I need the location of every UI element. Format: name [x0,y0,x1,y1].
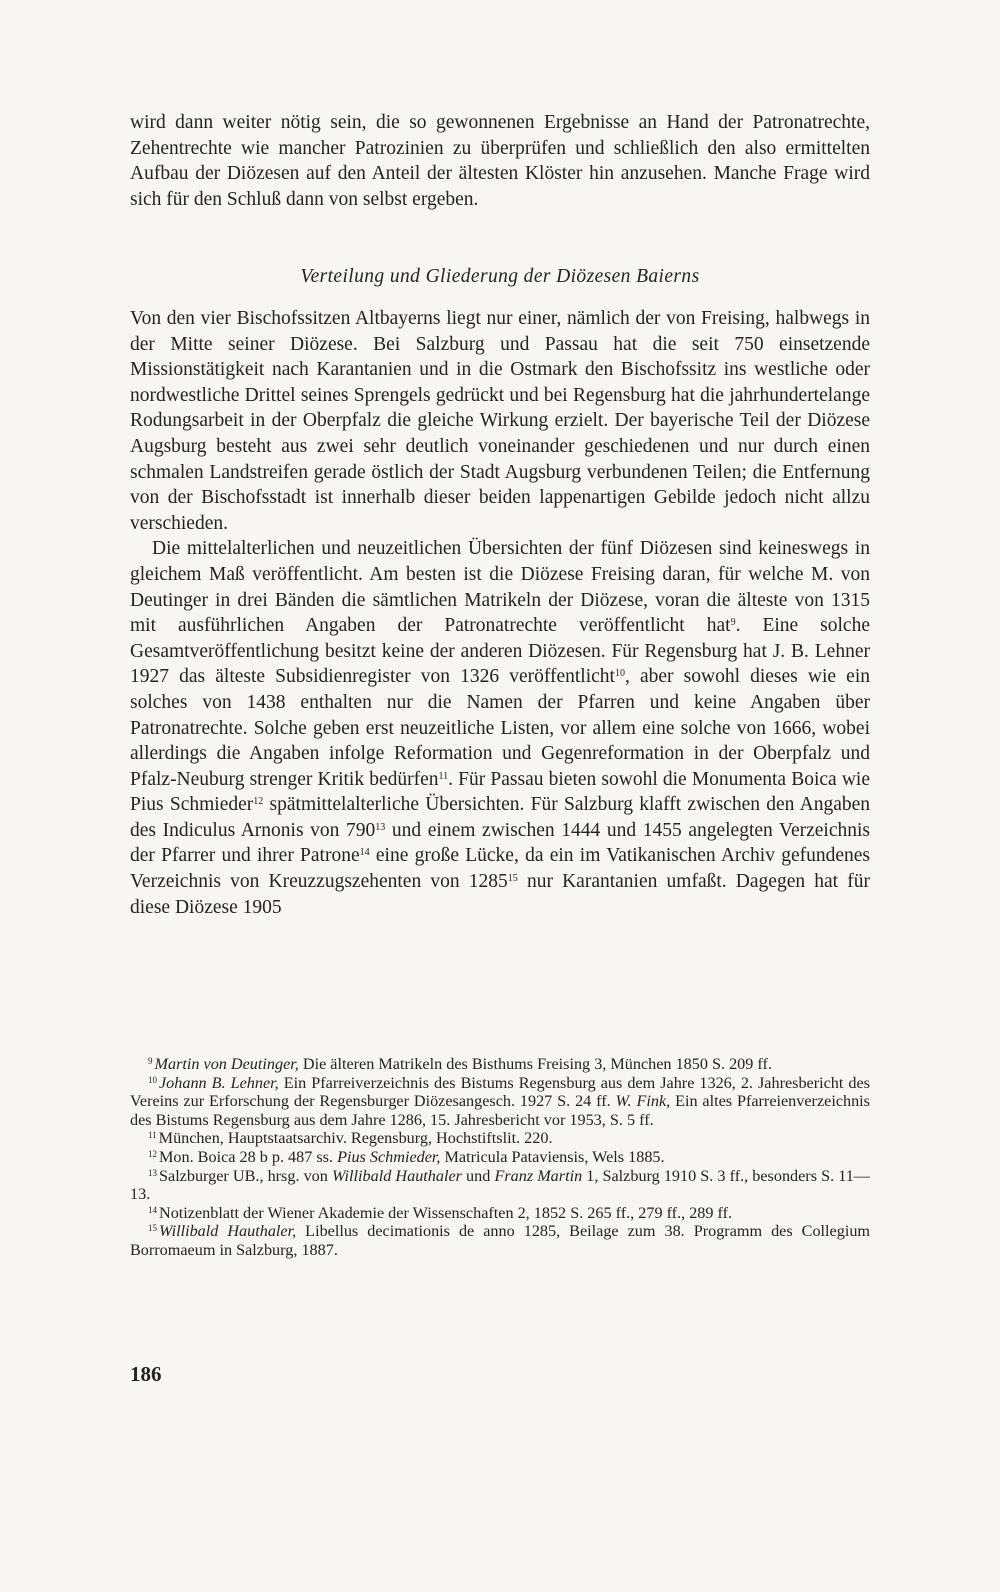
footnote-12: $^{12}$ Mon. Boica 28 b p. 487 ss. Pius Schmieder, Matricula Pataviensis, Wels 1885. [148,1147,665,1166]
footnote-ref-12: 12 [253,796,264,808]
intro-paragraph [130,110,870,212]
paragraph-1: Von den vier Bischofssitzen Altbayerns liegt nur einer, nämlich der von Freising, halbwegs in der Mitte seiner Diözese. Bei Salzburg und Passau hat die seit 750 einsetzende Missionstätigkeit nach Karantanien und in die Ostmark den Bischofssitz ins westliche oder nordwestliche Drittel seines Sprengels gedrückt und bei Regensburg hat die jahrhundertelange Rodungsarbeit in der Oberpfalz die gleiche Wirkung erzielt. Der bayerische Teil der Diözese Augsburg besteht aus zwei sehr deutlich voneinander geschiedenen und nur durch einen schmalen Landstreifen gerade östlich der Stadt Augsburg verbundenen Teilen; die Entfernung von der Bischofsstadt ist innerhalb dieser beiden lappenartigen Gebilde jedoch nicht allzu verschieden. [130,308,870,534]
footnote-14: $^{14}$ Notizenblatt der Wiener Akademie der Wissenschaften 2, 1852 S. 265 ff., 279 ff., 289 ff. [148,1203,733,1222]
footnote-ref-15: 15 [507,873,518,885]
footnote-ref-14: 14 [359,847,370,859]
section-heading: Verteilung und Gliederung der Diözesen Baierns [300,266,700,287]
footnote-ref-10: 10 [614,668,625,680]
body-text [130,306,870,920]
footnote-11: $^{11}$ München, Hauptstaatsarchiv. Regensburg, Hochstiftslit. 220. [148,1129,553,1148]
footnote-9: $^9$ Martin von Deutinger, Die älteren Matrikeln des Bisthums Freising 3, München 1850 S. 209 ff. [148,1055,772,1073]
page-number: 186 [130,1362,162,1386]
footnote-ref-9: 9 [730,617,736,629]
intro-text: wird dann weiter nötig sein, die so gewonnenen Ergebnisse an Hand der Patronatrechte, Zehentrechte wie mancher Patrozinien zu überprüfen und schließlich den also ermittelten Aufbau der Diözesen auf den Anteil der ältesten Klöster hin anzusehen. Manche Frage wird sich für den Schluß dann von selbst ergeben. [130,112,870,210]
paragraph-2: Die mittelalterlichen und neuzeitlichen Übersichten der fünf Diözesen sind keineswegs in gleichem Maß veröffentlicht. Am besten ist die Diözese Freising daran, für welche M. von Deutinger in drei Bänden die sämtlichen Matrikeln der Diözese, voran die älteste von 1315 mit ausführlichen Angaben der Patronatrechte veröffentlicht hat$^9$. Eine solche Gesamtveröffentlichung besitzt keine der anderen Diözesen. Für Regensburg hat J. B. Lehner 1927 das älteste Subsidienregister von 1326 veröffentlicht$^{10}$, aber sowohl dieses wie ein solches von 1438 enthalten nur die Namen der Pfarren und keine Angaben über Patronatrechte. Solche geben erst neuzeitliche Listen, vor allem eine solche von 1666, wobei allerdings die Angaben infolge Reformation und Gegenreformation in der Oberpfalz und Pfalz-Neuburg strenger Kritik bedürfen$^{11}$. Für Passau bieten sowohl die Monumenta Boica wie Pius Schmieder$^{12}$ spätmittelalterliche Übersichten. Für Salzburg klafft zwischen den Angaben des Indiculus Arnonis von $790^{13}$ und einem zwischen 1444 und 1455 angelegten Verzeichnis der Pfarrer und ihrer Patrone$^{14}$ eine große Lücke, da ein im Vatikanischen Archiv gefundenes Verzeichnis von Kreuzzugszehenten von 1285$^{15}$ nur Karantanien umfaßt. Dagegen hat für diese Diözese 1905 [130,538,871,918]
footnote-ref-11: 11 [438,770,449,782]
footnote-10: $^{10}$ Johann B. Lehner, Ein Pfarreiverzeichnis des Bistums Regensburg aus dem Jahre 1326, 2. Jahresbericht des Vereins zur Erforschung der Regensburger Diözesangesch. 1927 S. 24 ff. W. Fink, Ein altes Pfarreienverzeichnis des Bistums Regensburg aus dem Jahre 1286, 15. Jahresbericht vor 1953, S. 5 ff. [130,1073,870,1129]
footnote-ref-13: 13 [375,821,386,833]
footnote-13: $^{13}$ Salzburger UB., hrsg. von Willibald Hauthaler und Franz Martin 1, Salzburg 1910 S. 3 ff., besonders S. 11—13. [130,1166,870,1204]
footnotes [130,1055,870,1260]
footnote-15: $^{15}$ Willibald Hauthaler, Libellus decimationis de anno 1285, Beilage zum 38. Programm des Collegium Borromaeum in Salzburg, 1887. [130,1222,870,1259]
